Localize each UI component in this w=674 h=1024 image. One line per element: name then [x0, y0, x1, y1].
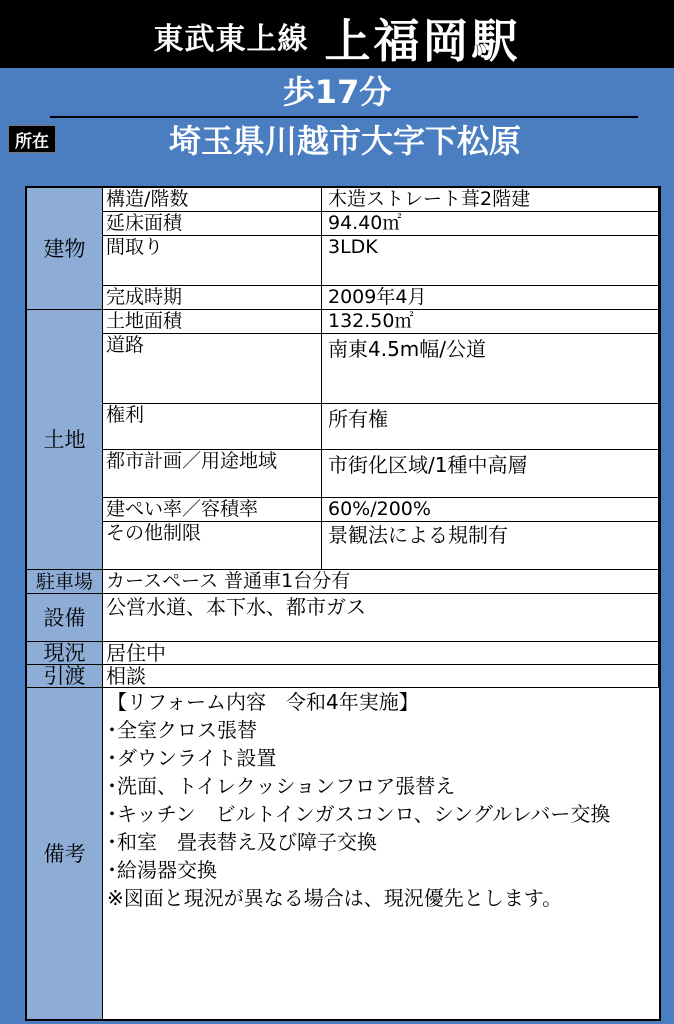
row-key-coverage-ratio: 建ぺい率／容積率 [103, 498, 322, 522]
row-value-structure: 木造ストレート葺2階建 [322, 188, 659, 212]
row-key-completion: 完成時期 [103, 286, 322, 310]
row-key-rights: 権利 [103, 404, 322, 450]
row-key-other-restrictions: その他制限 [103, 522, 322, 570]
section-label-status: 現況 [27, 642, 103, 665]
row-value-zoning: 市街化区域/1種中高層 [322, 450, 659, 498]
row-value-rights: 所有権 [322, 404, 659, 450]
row-key-road: 道路 [103, 334, 322, 404]
location-tag: 所在 [8, 125, 56, 153]
railway-line-name: 東武東上線 [153, 22, 309, 57]
station-name: 上福岡駅 [324, 14, 521, 68]
remarks-line: ※図面と現況が異なる場合は、現況優先とします。 [107, 886, 563, 910]
walking-time: 歩17分 [282, 73, 392, 111]
remarks-line: ･キッチン ビルトインガスコンロ、シングルレバー交換 [107, 802, 611, 826]
facilities-value: 公営水道、本下水、都市ガス [103, 594, 659, 642]
section-label-land: 土地 [27, 310, 103, 570]
row-value-completion: 2009年4月 [322, 286, 659, 310]
title-bar [0, 0, 674, 68]
row-value-other-restrictions: 景観法による規制有 [322, 522, 659, 570]
row-value-road: 南東4.5m幅/公道 [322, 334, 659, 404]
section-label-parking: 駐車場 [27, 570, 103, 594]
section-label-handover: 引渡 [27, 665, 103, 688]
row-value-coverage-ratio: 60%/200% [322, 498, 659, 522]
address: 埼玉県川越市大字下松原 [168, 122, 521, 160]
row-value-layout: 3LDK [322, 236, 659, 286]
divider [50, 116, 638, 118]
status-value: 居住中 [103, 642, 659, 665]
row-key-zoning: 都市計画／用途地域 [103, 450, 322, 498]
row-key-layout: 間取り [103, 236, 322, 286]
remarks-content [103, 688, 659, 1019]
property-details-table [25, 186, 661, 1021]
remarks-line: ･洗面、トイレクッションフロア張替え [107, 774, 456, 798]
row-key-floor-area: 延床面積 [103, 212, 322, 236]
handover-value: 相談 [103, 665, 659, 688]
row-key-structure: 構造/階数 [103, 188, 322, 212]
row-value-floor-area: 94.40㎡ [322, 212, 659, 236]
parking-value: カースペース 普通車1台分有 [103, 570, 659, 594]
remarks-line: ･ダウンライト設置 [107, 746, 277, 770]
section-label-remarks: 備考 [27, 688, 103, 1019]
remarks-line: 【リフォーム内容 令和4年実施】 [107, 690, 419, 714]
section-label-building: 建物 [27, 188, 103, 310]
row-value-land-area: 132.50㎡ [322, 310, 659, 334]
row-key-land-area: 土地面積 [103, 310, 322, 334]
remarks-line: ･全室クロス張替 [107, 718, 257, 742]
section-label-facilities: 設備 [27, 594, 103, 642]
remarks-line: ･給湯器交換 [107, 858, 217, 882]
remarks-line: ･和室 畳表替え及び障子交換 [107, 830, 377, 854]
